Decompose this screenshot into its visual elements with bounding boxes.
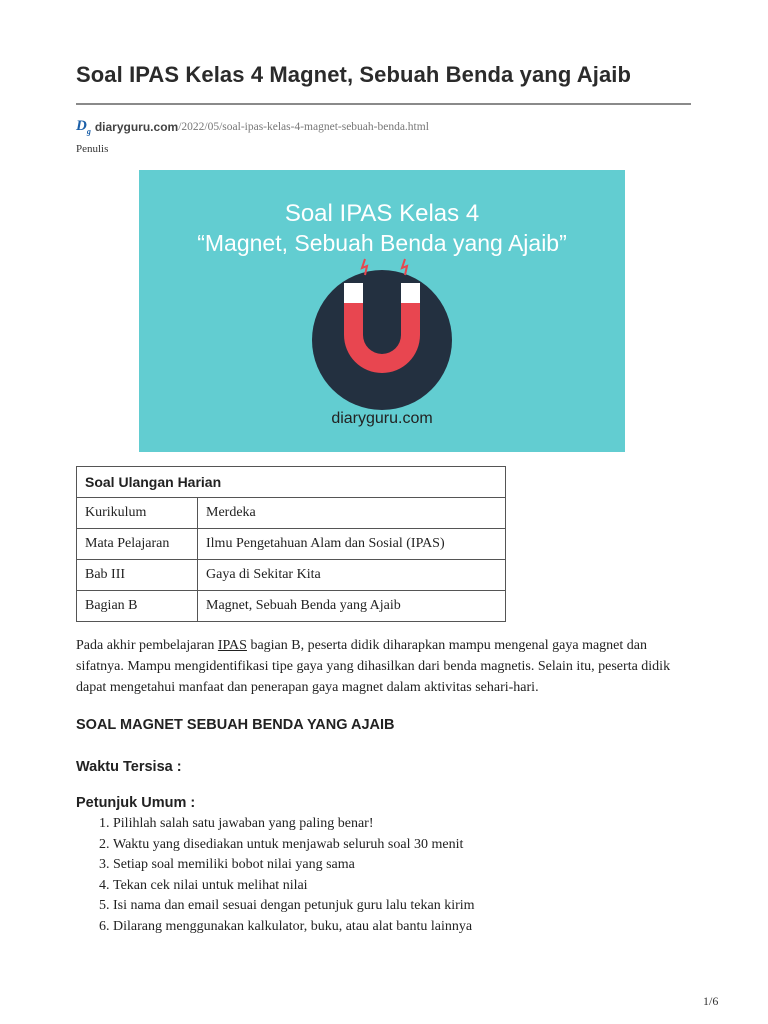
list-item: 1. Pilihlah salah satu jawaban yang paling benar!	[113, 814, 475, 835]
table-key: Bagian B	[77, 591, 198, 622]
site-logo-icon: $D_g$	[76, 118, 91, 136]
table-key: Bab III	[77, 560, 198, 591]
source-domain-link[interactable]: diaryguru.com	[94, 120, 179, 134]
source-path-link[interactable]: /2022/05/soal-ipas-kelas-4-magnet-sebuah-benda.html	[178, 121, 429, 133]
table-row	[77, 529, 506, 560]
table-row	[77, 591, 506, 622]
author-label: Penulis	[76, 143, 109, 155]
hero-site-label: diaryguru.com	[331, 410, 433, 427]
list-item: 5. Isi nama dan email sesuai dengan petunjuk guru lalu tekan kirim	[113, 896, 475, 917]
table-row	[77, 498, 506, 529]
hero-title: Soal IPAS Kelas 4	[284, 200, 480, 227]
table-key: Kurikulum	[77, 498, 198, 529]
instructions-heading: Petunjuk Umum :	[76, 795, 196, 811]
hero-image	[139, 170, 625, 452]
info-table	[76, 466, 506, 622]
ipas-link[interactable]: IPAS	[217, 638, 247, 653]
table-row	[77, 560, 506, 591]
page-title: Soal IPAS Kelas 4 Magnet, Sebuah Benda yang Ajaib	[76, 62, 632, 87]
table-header-row	[77, 467, 506, 498]
timer-label: Waktu Tersisa :	[76, 759, 182, 775]
hero-subtitle: “Magnet, Sebuah Benda yang Ajaib”	[197, 230, 567, 256]
section-title: SOAL MAGNET SEBUAH BENDA YANG AJAIB	[76, 717, 395, 733]
table-value: Merdeka	[198, 498, 506, 529]
table-value: Gaya di Sekitar Kita	[198, 560, 506, 591]
title-divider	[76, 103, 691, 105]
table-key: Mata Pelajaran	[77, 529, 198, 560]
instructions-list	[76, 814, 475, 937]
intro-paragraph: Pada akhir pembelajaran IPAS bagian B, peserta didik diharapkan mampu mengenal gaya magnet dan sifatnya. Mampu mengidentifikasi tipe gaya yang dihasilkan dari benda magnetis. Selain itu, peserta didik dapat mengetahui manfaat dan penerapan gaya magnet dalam aktivitas sehari-hari.	[76, 638, 671, 695]
table-value: Magnet, Sebuah Benda yang Ajaib	[198, 591, 506, 622]
list-item: 3. Setiap soal memiliki bobot nilai yang sama	[113, 855, 475, 876]
list-item: 2. Waktu yang disediakan untuk menjawab seluruh soal 30 menit	[113, 835, 475, 856]
source-line	[76, 118, 429, 136]
table-value: Ilmu Pengetahuan Alam dan Sosial (IPAS)	[198, 529, 506, 560]
list-item: 6. Dilarang menggunakan kalkulator, buku, atau alat bantu lainnya	[113, 917, 475, 938]
table-header: Soal Ulangan Harian	[77, 467, 506, 498]
list-item: 4. Tekan cek nilai untuk melihat nilai	[113, 876, 475, 897]
page-number: 1/6	[703, 994, 719, 1008]
